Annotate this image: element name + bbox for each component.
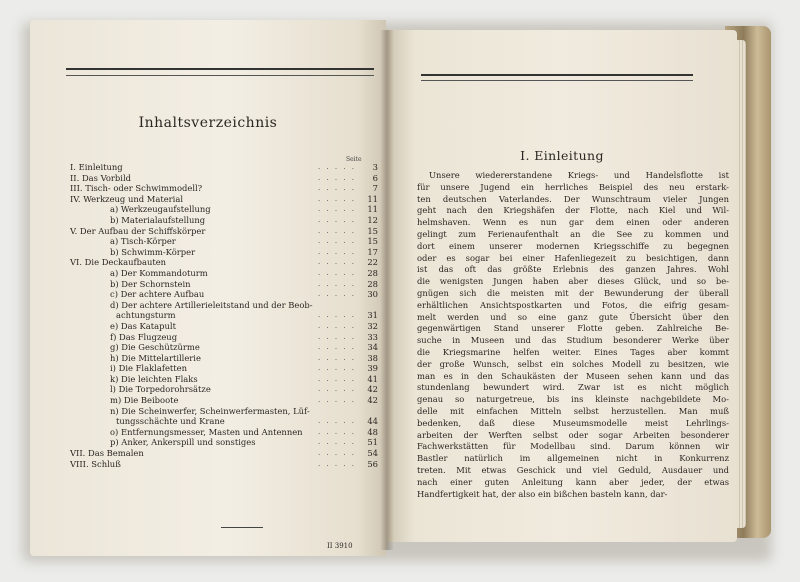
text-line: oder es sogar bei einer Hafenliegezeit zu besichtigen, dann (417, 252, 729, 263)
toc-entry-label: achtungsturm (116, 310, 176, 321)
toc-leader: . . . . . (317, 163, 356, 171)
toc-entry-page: 42 (367, 395, 378, 406)
toc-entry (70, 300, 378, 311)
toc-entry (70, 183, 378, 194)
toc-entry (70, 173, 378, 184)
toc-entry-page: 51 (367, 437, 378, 448)
toc-entry (70, 226, 378, 237)
toc-entry (70, 437, 378, 448)
toc-entry (70, 279, 378, 290)
toc-entry-label: l) Die Torpedorohrsätze (110, 384, 211, 395)
toc-entry-label: p) Anker, Ankerspill und sonstiges (110, 437, 256, 448)
left-page (30, 20, 386, 556)
toc-leader: . . . . . (317, 332, 356, 341)
toc-entry-page: 11 (367, 193, 378, 204)
toc-leader: . . . . . (317, 226, 356, 235)
toc-entry (70, 204, 378, 215)
toc-entry (70, 321, 378, 332)
toc-entry-page: 15 (367, 236, 378, 247)
text-line: die wenigsten Jungen haben aber dieses Glück, und so be- (417, 276, 729, 287)
toc-entry-page: 54 (367, 448, 378, 459)
toc-entry-page: 39 (367, 363, 378, 374)
toc-entry-page: 17 (367, 246, 378, 257)
toc-entry-label: a) Der Kommandoturm (110, 267, 208, 278)
toc-entry-page: 41 (367, 373, 378, 384)
top-rule (421, 74, 693, 76)
toc-entry-label: I. Einleitung (70, 162, 123, 172)
toc-entry-page: 28 (367, 278, 378, 289)
toc-entry-page: 15 (367, 225, 378, 236)
toc-entry (70, 257, 378, 268)
toc-entry-page: 11 (367, 204, 378, 215)
toc-entry-page: 33 (367, 331, 378, 342)
toc-entry (70, 448, 378, 459)
text-line: suche in Museen und das Studium besonderer Werke über (417, 335, 729, 346)
toc-entry-label: tungsschächte und Krane (116, 416, 225, 427)
right-page (387, 30, 737, 542)
toc-entry (70, 353, 378, 364)
toc-entry (70, 459, 378, 470)
toc-entry (70, 194, 378, 205)
toc-entry (70, 342, 378, 353)
toc-leader: . . . . . (317, 374, 356, 383)
toc-leader: . . . . . (317, 268, 356, 277)
toc-entry-label: b) Materialaufstellung (110, 214, 206, 225)
text-line: gelingt zum Ferienaufenthalt an die See zu kommen und (417, 228, 729, 239)
toc-entry-page: 12 (367, 214, 378, 225)
toc-leader: . . . . . (317, 215, 356, 224)
seite-label: Seite (346, 156, 362, 163)
top-rule (66, 68, 374, 70)
toc-leader: . . . . . (317, 438, 356, 447)
toc-entry (70, 363, 378, 374)
toc-entry (70, 236, 378, 247)
toc-leader: . . . . . (317, 459, 356, 468)
toc-title: Inhaltsverzeichnis (138, 115, 278, 131)
toc-entry-label: VIII. Schluß (70, 458, 121, 469)
toc-entry (70, 395, 378, 406)
toc-leader: . . . . . (317, 184, 356, 193)
text-line: helmshaven. Wenn es nun gar dem einen oder anderen (417, 217, 729, 228)
toc-entry (70, 332, 378, 343)
toc-entry-page: 30 (367, 289, 378, 300)
toc-entry-label: VI. Die Deckaufbauten (70, 257, 167, 268)
toc-entry-label: e) Das Katapult (110, 320, 176, 331)
top-rule-thin (421, 80, 693, 81)
toc-entry-label: n) Die Scheinwerfer, Scheinwerfermasten, Lüf- (110, 405, 310, 416)
text-line: Bastler natürlich im allgemeinen nicht in Konkurrenz (417, 453, 729, 464)
toc-entry (70, 215, 378, 226)
chapter-title: I. Einleitung (520, 148, 604, 163)
toc-entry-label: o) Entfernungsmesser, Masten und Antennen (110, 426, 303, 437)
text-line: stundenlang bewundert wird. Zwar ist es nicht möglich (417, 382, 729, 393)
text-line: erhältlichen Ansichtspostkarten und Fotos, die eifrig gesam- (417, 299, 729, 310)
text-line: Unsere wiedererstandene Kriegs- und Handelsflotte ist (429, 170, 729, 180)
toc-entry (70, 162, 378, 173)
text-line: arbeiten der Werften selbst oder sogar Arbeiten besonderer (417, 429, 729, 440)
toc-leader: . . . . . (317, 343, 356, 352)
toc-list (70, 162, 378, 469)
toc-entry (70, 310, 378, 321)
toc-entry-page: 38 (367, 352, 378, 363)
text-line: geht nach den Kriegshäfen der Flotte, nach Kiel und Wil- (417, 205, 729, 216)
toc-entry-label: a) Werkzeugaufstellung (110, 204, 211, 215)
toc-entry-label: h) Die Mittelartillerie (110, 352, 201, 363)
text-line: delle mit einfachen Mitteln selbst herzustellen. Man muß (417, 405, 729, 416)
toc-entry-page: 28 (367, 267, 378, 278)
text-line: für unsere Jugend ein herrliches Beispiel des neu erstark- (417, 181, 729, 192)
toc-entry-page: 32 (367, 320, 378, 331)
toc-entry-page: 7 (372, 183, 378, 194)
text-line: nach einer guten Anleitung kann aber jeder, der etwas (417, 476, 729, 487)
toc-entry (70, 289, 378, 300)
toc-entry (70, 416, 378, 427)
toc-entry-page: 44 (367, 416, 378, 427)
text-line: ten deutschen Vaterlandes. Der Wunschtraum vieler Jungen (417, 193, 729, 204)
footer-code: II 3910 (327, 542, 353, 550)
toc-entry-page: 48 (367, 426, 378, 437)
text-line: Fachwerkstätten für Modellbau sind. Darum können wir (417, 441, 729, 452)
toc-entry-label: g) Die Geschützürme (110, 342, 200, 353)
text-line: ist das oft das größte Erlebnis des ganzen Jahres. Wohl (417, 264, 729, 275)
text-line: bedenken, daß diese Museumsmodelle meist Lehrlings- (417, 417, 729, 428)
toc-entry (70, 268, 378, 279)
toc-entry (70, 247, 378, 258)
toc-leader: . . . . . (317, 258, 356, 267)
toc-entry-page: 22 (367, 257, 378, 268)
text-line: man es in den Schaukästen der Museen sehen kann und das (417, 370, 729, 381)
toc-entry-label: d) Der achtere Artillerieleitstand und der Beob- (110, 299, 313, 310)
toc-leader: . . . . . (317, 353, 356, 362)
toc-leader: . . . . . (317, 237, 356, 246)
toc-leader: . . . . . (317, 385, 356, 394)
text-line: treten. Mit etwas Geschick und viel Geduld, Ausdauer und (417, 464, 729, 475)
toc-leader: . . . . . (317, 417, 356, 426)
toc-entry-label: f) Das Flugzeug (110, 331, 178, 342)
toc-entry (70, 427, 378, 438)
toc-entry (70, 384, 378, 395)
toc-leader: . . . . . (317, 427, 356, 436)
toc-entry-label: IV. Werkzeug und Material (70, 193, 184, 204)
toc-leader: . . . . . (317, 364, 356, 373)
toc-leader: . . . . . (317, 449, 356, 458)
toc-leader: . . . . . (317, 290, 356, 299)
toc-end-rule (221, 527, 263, 528)
toc-entry-page: 3 (372, 162, 378, 172)
toc-entry-label: m) Die Beiboote (110, 395, 179, 406)
toc-entry-label: i) Die Flaklafetten (110, 363, 187, 374)
toc-entry-label: k) Die leichten Flaks (110, 373, 198, 384)
toc-entry-page: 56 (367, 458, 378, 469)
text-line: Handfertigkeit hat, der also ein bißchen basteln kann, dar- (417, 488, 668, 499)
toc-entry (70, 374, 378, 385)
toc-entry-label: b) Der Schornstein (110, 278, 191, 289)
toc-entry-label: II. Das Vorbild (70, 172, 132, 183)
toc-entry-page: 42 (367, 384, 378, 395)
text-line: dort einem unserer modernen Kriegsschiffe zu begegnen (417, 240, 729, 251)
toc-leader: . . . . . (317, 173, 356, 182)
toc-entry-label: a) Tisch-Körper (110, 236, 176, 247)
toc-leader: . . . . . (317, 194, 356, 203)
toc-leader: . . . . . (317, 205, 356, 214)
toc-entry (70, 406, 378, 417)
toc-leader: . . . . . (317, 321, 356, 330)
toc-leader: . . . . . (317, 396, 356, 405)
toc-leader: . . . . . (317, 311, 356, 320)
book-gutter (380, 30, 394, 550)
text-line: gnügen sich die meisten mit der Bewunderung der überall (417, 287, 729, 298)
toc-entry-label: V. Der Aufbau der Schiffskörper (70, 225, 206, 236)
toc-entry-page: 34 (367, 342, 378, 353)
text-line: gegenwärtigen Stand unserer Flotte geben. Zahlreiche Be- (417, 323, 729, 334)
toc-entry-label: VII. Das Bemalen (70, 448, 144, 459)
text-line: genau so naturgetreue, bis ins kleinste nachgebildete Mo- (417, 394, 729, 405)
toc-entry-label: b) Schwimm-Körper (110, 246, 196, 257)
chapter-body (417, 170, 729, 500)
text-line: melt werden und so eine ganz gute Übersicht über den (417, 311, 729, 322)
toc-entry-label: III. Tisch- oder Schwimmodell? (70, 183, 203, 194)
toc-entry-page: 6 (372, 172, 378, 183)
toc-entry-page: 31 (367, 310, 378, 321)
text-line: der große Wunsch, selbst ein solches Modell zu besitzen, wie (417, 358, 729, 369)
top-rule-thin (66, 75, 374, 76)
toc-leader: . . . . . (317, 279, 356, 288)
toc-leader: . . . . . (317, 247, 356, 256)
text-line: die Kriegsmarine helfen weiter. Eines Tages aber kommt (417, 346, 729, 357)
toc-entry-label: c) Der achtere Aufbau (110, 289, 205, 300)
